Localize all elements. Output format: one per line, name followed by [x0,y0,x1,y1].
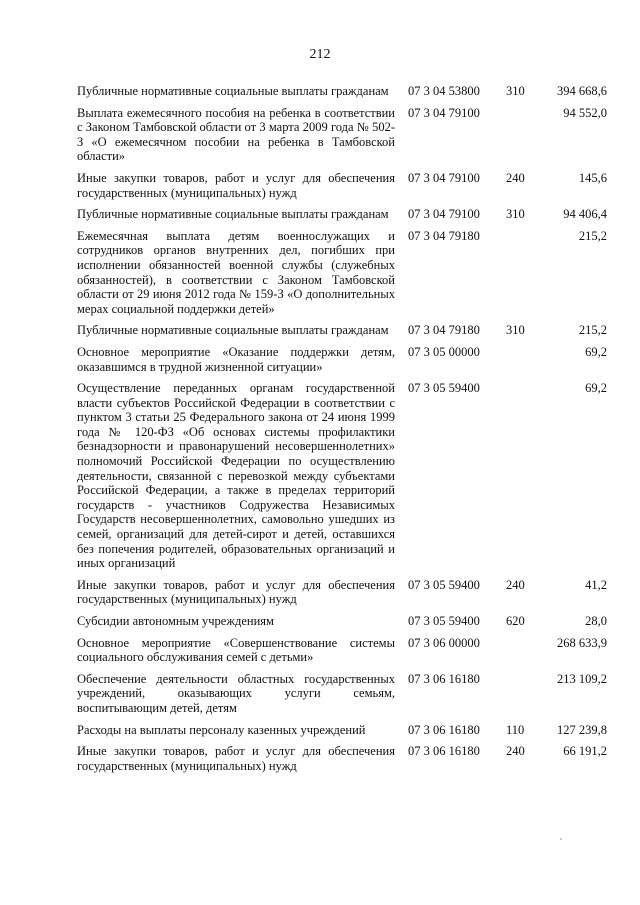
row-amount: 215,2 [578,228,607,243]
table-row [77,723,607,738]
row-name: Ежемесячная выплата детям военнослужащих и сотрудников органов внутренних дел, погибших при исполнении обязанностей военной службы (служебных обязанностей), в соответствии с Законом Тамбовской области от 29 июня 2012 года № 159-З «О дополнительных мерах социальной поддержки детей» [77,228,395,316]
row-code: 07 3 05 59400 [408,614,480,628]
row-name: Публичные нормативные социальные выплаты гражданам [77,84,389,98]
table-row [77,636,607,665]
table-row [77,672,607,716]
table-row [77,744,607,773]
table-row [77,229,607,317]
row-expense-type: 620 [506,614,525,628]
row-amount: 69,2 [585,344,607,359]
table-row [77,207,607,222]
table-row [77,381,607,571]
row-code: 07 3 04 79180 [408,228,480,243]
row-name: Осуществление переданных органам государственной власти субъектов Российской Федерации в соответствии с пунктом 3 статьи 25 Федерального закона от 24 июня 1999 года № 120-ФЗ «Об основах системы профилактики безнадзорности и правонарушений несовершеннолетних» полномочий Российской Федерации по осуществлению деятельности, связанной с перевозкой между субъектами Российской Федерации, а также в пределах территорий государств - участников Содружества Независимых Государств несовершеннолетних, самовольно ушедших из семей, организаций для детей-сирот и детей, оставшихся без попечения родителей, образовательных организаций и иных организаций [77,381,395,571]
row-code: 07 3 06 16180 [408,744,480,759]
table-row [77,323,607,338]
table-row [77,345,607,374]
row-name: Основное мероприятие «Совершенствование системы социального обслуживания семей с детьми» [77,635,395,665]
row-amount: 145,6 [578,170,607,185]
row-expense-type: 110 [506,722,525,737]
table-row [77,614,607,629]
row-amount: 69,2 [585,381,607,396]
row-amount: 94 406,4 [563,207,607,222]
table-row [77,171,607,200]
row-expense-type: 310 [506,323,525,338]
row-name: Иные закупки товаров, работ и услуг для обеспечения государственных (муниципальных) нужд [77,170,395,200]
table-row [77,84,607,99]
row-amount: 28,0 [585,614,607,628]
row-expense-type: 240 [506,577,525,592]
row-name: Иные закупки товаров, работ и услуг для обеспечения государственных (муниципальных) нужд [77,744,395,773]
row-expense-type: 310 [506,84,525,98]
row-code: 07 3 05 00000 [408,344,480,359]
row-code: 07 3 05 59400 [408,577,480,592]
row-code: 07 3 04 79100 [408,170,480,185]
row-amount: 94 552,0 [563,105,607,120]
row-code: 07 3 06 16180 [408,722,480,737]
row-name: Публичные нормативные социальные выплаты гражданам [77,207,389,222]
row-amount: 213 109,2 [557,671,607,686]
row-code: 07 3 06 00000 [408,635,480,650]
row-expense-type: 310 [506,207,525,222]
row-amount: 127 239,8 [557,722,607,737]
table-row [77,106,607,164]
row-amount: 268 633,9 [557,635,607,650]
page-number: 212 [309,47,331,62]
row-name: Иные закупки товаров, работ и услуг для обеспечения государственных (муниципальных) нужд [77,577,395,607]
row-name: Основное мероприятие «Оказание поддержки детям, оказавшимся в трудной жизненной ситуации» [77,344,395,374]
row-name: Субсидии автономным учреждениям [77,614,274,628]
budget-table [77,84,607,780]
row-name: Публичные нормативные социальные выплаты гражданам [77,323,389,338]
row-amount: 66 191,2 [563,744,607,759]
row-code: 07 3 06 16180 [408,671,480,686]
row-code: 07 3 04 79100 [408,105,480,120]
row-expense-type: 240 [506,170,525,185]
row-name: Обеспечение деятельности областных государственных учреждений, оказывающих услуги семьям, воспитывающим детей, детям [77,671,395,715]
row-code: 07 3 04 79100 [408,207,480,222]
row-name: Выплата ежемесячного пособия на ребенка в соответствии с Законом Тамбовской области от 3 марта 2009 года № 502-З «О ежемесячном пособии на ребенка в Тамбовской области» [77,105,395,164]
scan-speck [560,838,562,840]
row-amount: 41,2 [585,577,607,592]
row-expense-type: 240 [506,744,525,759]
row-code: 07 3 05 59400 [408,381,480,396]
row-amount: 215,2 [578,323,607,338]
row-name: Расходы на выплаты персоналу казенных учреждений [77,722,366,737]
row-amount: 394 668,6 [557,84,607,98]
row-code: 07 3 04 79180 [408,323,480,338]
table-row [77,578,607,607]
row-code: 07 3 04 53800 [408,84,480,98]
